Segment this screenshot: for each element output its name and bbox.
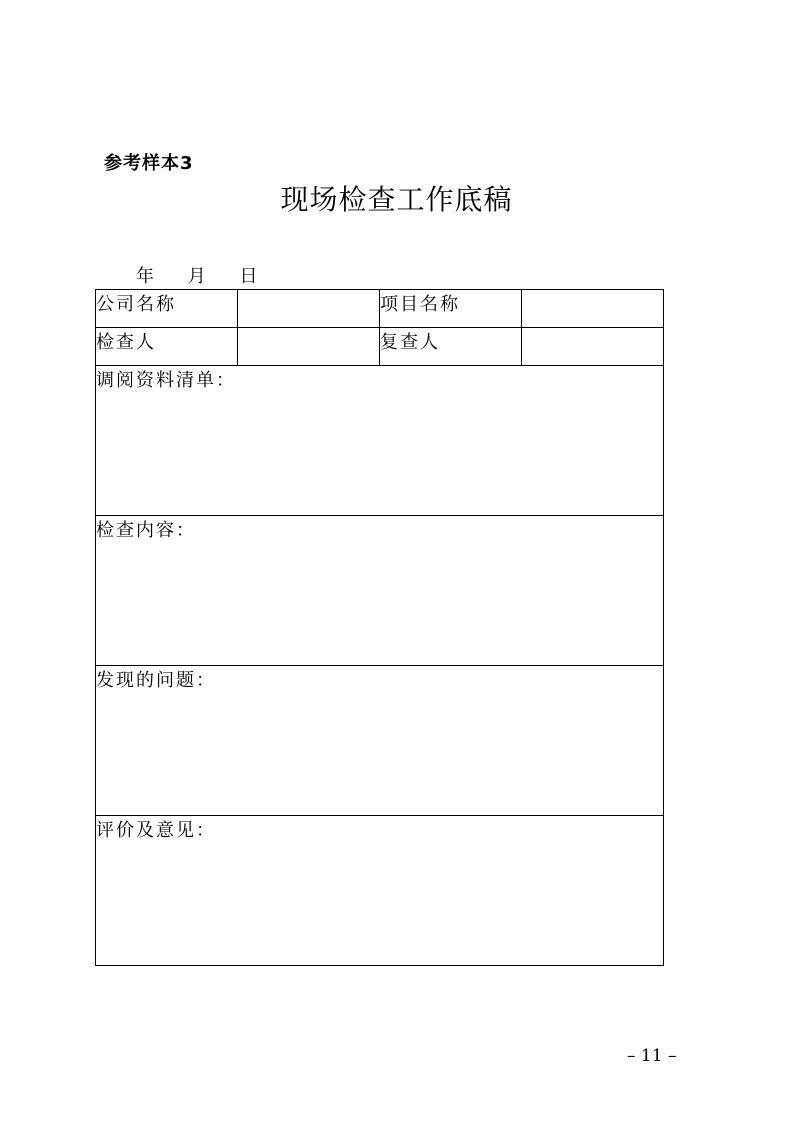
page-number: – 11 – bbox=[627, 1046, 677, 1066]
issues-found-label: 发现的问题： bbox=[96, 670, 216, 691]
document-list-label: 调阅资料清单： bbox=[96, 370, 236, 391]
date-month-label: 月 bbox=[187, 266, 206, 287]
form-row-evaluation bbox=[96, 816, 664, 966]
sample-label: 参考样本3 bbox=[104, 153, 194, 174]
form-row-document-list bbox=[96, 366, 664, 516]
date-day-label: 日 bbox=[239, 266, 258, 287]
evaluation-section[interactable] bbox=[96, 816, 664, 966]
issues-found-section[interactable] bbox=[96, 666, 664, 816]
document-title: 现场检查工作底稿 bbox=[280, 183, 513, 216]
date-year-label: 年 bbox=[136, 266, 154, 287]
project-name-field[interactable] bbox=[522, 290, 664, 328]
inspection-form-table bbox=[95, 289, 664, 966]
evaluation-label: 评价及意见： bbox=[96, 820, 216, 841]
form-row-company-project bbox=[96, 290, 664, 328]
project-name-label: 项目名称 bbox=[380, 290, 522, 328]
form-row-inspector-reviewer bbox=[96, 328, 664, 366]
form-row-inspection-content bbox=[96, 516, 664, 666]
date-line bbox=[136, 262, 257, 288]
reviewer-label: 复查人 bbox=[380, 328, 522, 366]
document-list-section[interactable] bbox=[96, 366, 664, 516]
inspection-content-section[interactable] bbox=[96, 516, 664, 666]
company-name-field[interactable] bbox=[238, 290, 380, 328]
inspector-field[interactable] bbox=[238, 328, 380, 366]
inspection-content-label: 检查内容： bbox=[96, 520, 196, 541]
reviewer-field[interactable] bbox=[522, 328, 664, 366]
form-row-issues-found bbox=[96, 666, 664, 816]
company-name-label: 公司名称 bbox=[96, 290, 238, 328]
inspector-label: 检查人 bbox=[96, 328, 238, 366]
